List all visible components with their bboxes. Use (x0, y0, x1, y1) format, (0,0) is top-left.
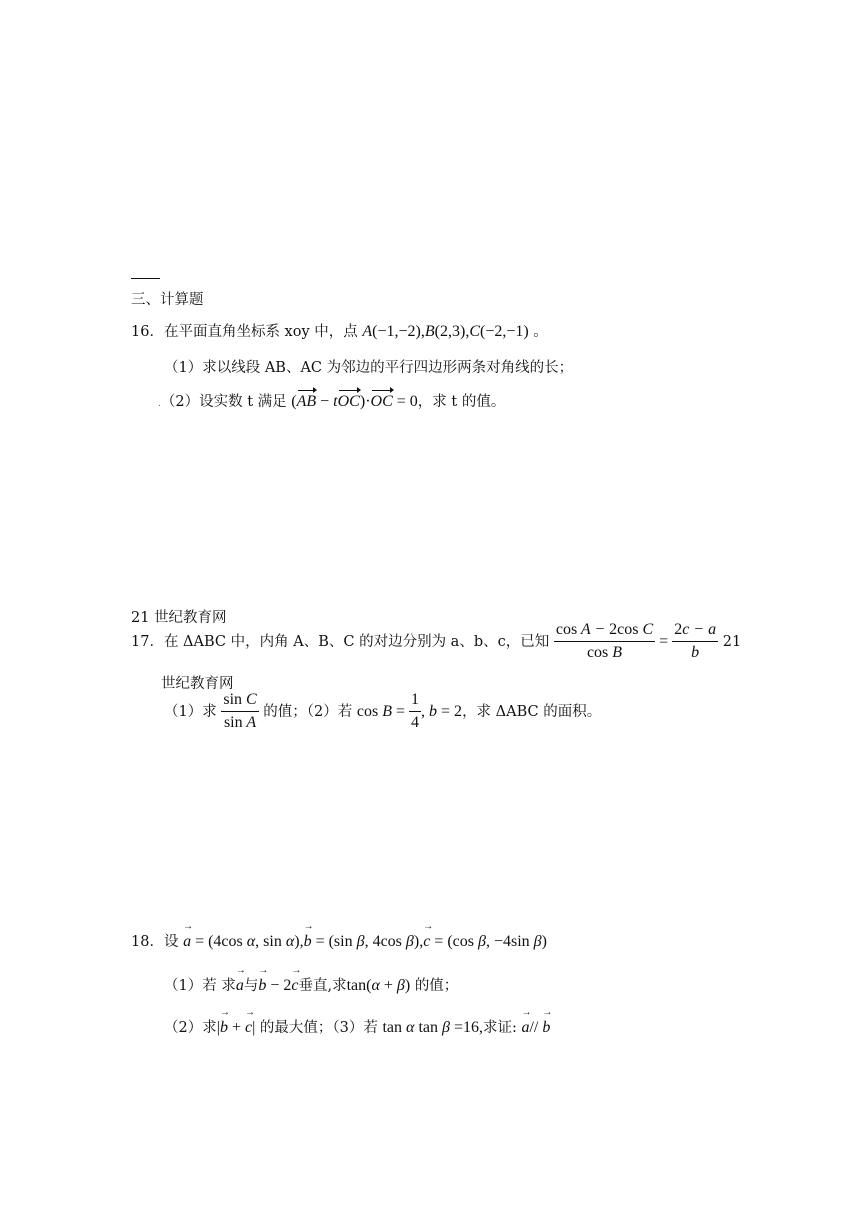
question-16-part-1: （1）求以线段 AB、AC 为邻边的平行四边形两条对角线的长； (164, 360, 574, 376)
question-text: 在 ΔABC 中，内角 A、B、C 的对边分别为 a、b、c，已知 (163, 634, 550, 651)
points-formula: A(−1,−2),B(2,3),C(−2,−1) (362, 323, 529, 340)
vector-equation: (AB − tOC)·OC = 0 (291, 393, 418, 410)
part-tail: 的值； (414, 978, 459, 994)
question-18-parts-2-3 (164, 1016, 550, 1037)
watermark-fragment: 21 (722, 634, 742, 651)
question-text: 。 (533, 324, 548, 340)
part-lead: （1）若 求 (164, 978, 236, 994)
question-number: 18． (131, 934, 164, 950)
parallel-claim: → a// → b (521, 1019, 550, 1036)
question-17-parts (164, 692, 601, 733)
part-tail: 求证: (482, 1020, 517, 1036)
given-values: cos B = $\frac{1}{4}$ , b = 2 (356, 691, 463, 731)
part-lead: （1）求 (164, 704, 217, 721)
question-text: 在平面直角坐标系 xoy 中，点 (163, 324, 358, 340)
question-16-stem (131, 320, 548, 341)
watermark-text: 21 世纪教育网 (131, 610, 227, 626)
question-17-stem (131, 622, 741, 663)
part-tail: ，求 ΔABC 的面积。 (462, 704, 602, 721)
part-lead: （2）求 (164, 1020, 217, 1036)
question-text: 设 (163, 934, 179, 950)
part-tail: ，求 t 的值。 (417, 394, 506, 410)
perpendicular-condition: → a与→ b − 2→ c垂直,求tan(α + β) (236, 977, 410, 994)
question-17-line-2: 世纪教育网 (161, 676, 234, 692)
vector-magnitude: |→ b + → c| (217, 1019, 256, 1036)
stray-mark: . (158, 399, 161, 409)
part-lead: （2）设实数 t 满足 (160, 394, 287, 410)
question-16-part-2 (158, 390, 505, 411)
sine-ratio: $\frac{\text{sin C}}{\text{sin A}}$ (223, 691, 257, 731)
section-title: 三、计算题 (131, 292, 204, 308)
question-18-part-1 (164, 974, 458, 995)
question-number: 16． (131, 324, 164, 340)
part-mid: 的最大值；（3）若 (259, 1020, 378, 1036)
part-mid: 的值；（2）若 (263, 704, 353, 721)
tangent-condition: tan α tan β =16, (382, 1019, 483, 1036)
top-rule (131, 278, 160, 279)
vector-definitions: → a = (4cos α, sin α),→ b = (sin β, 4cos β),→ c = (cos β, −4sin β) (183, 933, 547, 950)
question-18-stem (131, 930, 547, 951)
given-equation: $\frac{\text{cos A − 2cos C}}{\text{cos B}}$ = $\frac{2c - a}{b}$ (555, 621, 717, 661)
question-number: 17． (131, 634, 164, 651)
